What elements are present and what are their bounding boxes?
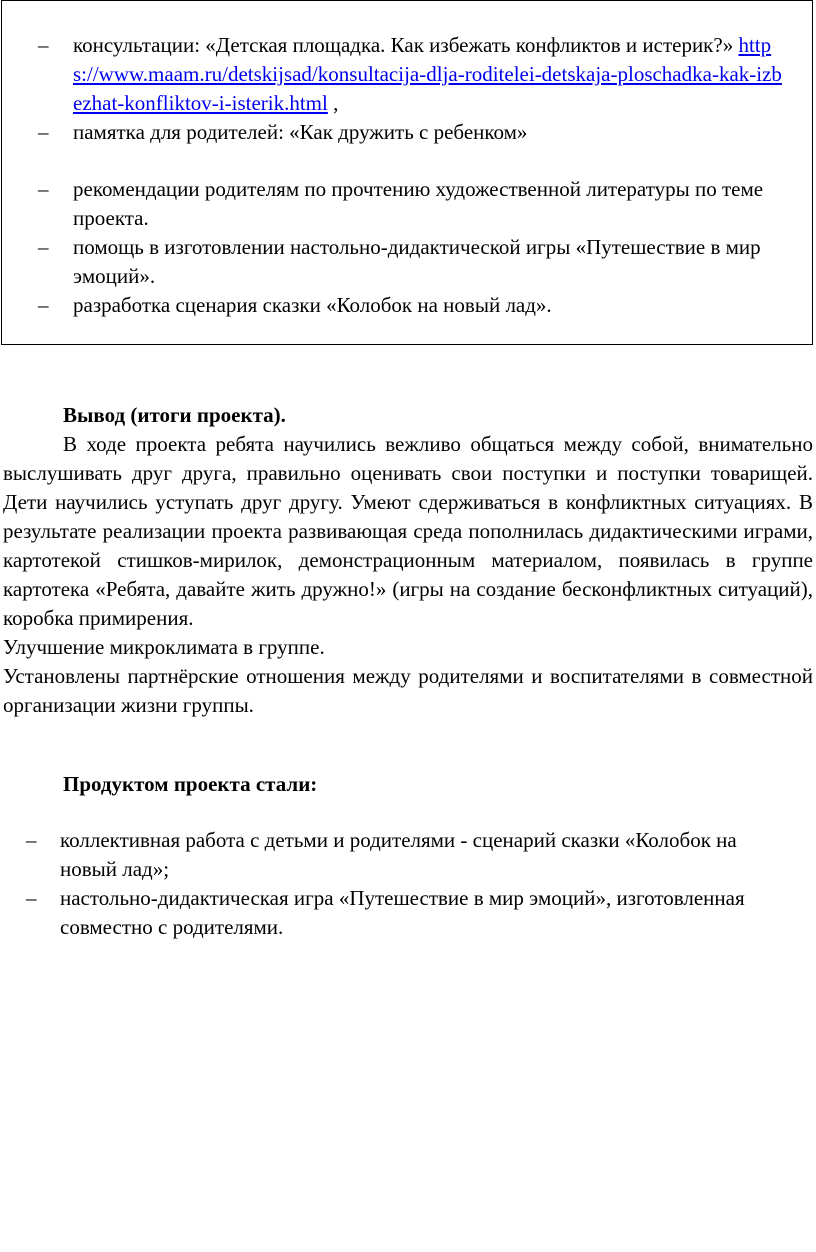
products-heading-wrap	[3, 770, 813, 799]
list-dash: –	[38, 293, 49, 317]
list-item-text: помощь в изготовлении настольно-дидактической игры «Путешествие в мир эмоций».	[73, 235, 761, 288]
consultation-link[interactable]: https://www.maam.ru/detskijsad/konsultacija-dlja-roditelei-detskaja-ploschadka-kak-izbezhat-konfliktov-i-isterik.html	[73, 33, 782, 115]
list-spacer	[2, 147, 802, 175]
list-dash: –	[38, 177, 49, 201]
conclusion-line-partnership: Установлены партнёрские отношения между родителями и воспитателями в совместной организации жизни группы.	[3, 664, 813, 717]
list-item-text: памятка для родителей: «Как дружить с ребенком»	[73, 120, 528, 144]
list-item-text: настольно-дидактическая игра «Путешествие в мир эмоций», изготовленная совместно с родителями.	[60, 886, 745, 939]
list-item-script	[2, 291, 802, 320]
list-item-memo	[2, 118, 802, 147]
conclusion-heading: Вывод (итоги проекта).	[63, 403, 286, 427]
products-list	[0, 826, 800, 942]
products-heading: Продуктом проекта стали:	[63, 772, 318, 796]
list-item-product-script	[0, 826, 800, 884]
list-item-game-help	[2, 233, 802, 291]
list-item-consultation	[2, 31, 802, 118]
list-dash: –	[38, 235, 49, 259]
activities-list	[2, 31, 802, 320]
conclusion-section	[3, 401, 813, 720]
list-item-text: разработка сценария сказки «Колобок на новый лад».	[73, 293, 552, 317]
conclusion-paragraph: В ходе проекта ребята научились вежливо общаться между собой, внимательно выслушивать друг друга, правильно оценивать свои поступки и поступки товарищей. Дети научились уступать друг другу. Умеют сдерживаться в конфликтных ситуациях. В результате реализации проекта развивающая среда пополнилась дидактическими играми, картотекой стишков-мирилок, демонстрационным материалом, появилась в группе картотека «Ребята, давайте жить дружно!» (игры на создание бесконфликтных ситуаций), коробка примирения.	[3, 432, 813, 630]
list-dash: –	[38, 33, 49, 57]
list-dash: –	[26, 828, 37, 852]
list-item-text: рекомендации родителям по прочтению художественной литературы по теме проекта.	[73, 177, 764, 230]
list-item-text: коллективная работа с детьми и родителями - сценарий сказки «Колобок на новый лад»;	[60, 828, 737, 881]
list-dash: –	[26, 886, 37, 910]
list-item-recommendations	[2, 175, 802, 233]
list-item-text: консультации: «Детская площадка. Как избежать конфликтов и истерик?»	[73, 33, 739, 57]
conclusion-line-microclimate: Улучшение микроклимата в группе.	[3, 635, 325, 659]
list-item-product-game	[0, 884, 800, 942]
list-item-tail: ,	[327, 91, 339, 115]
list-dash: –	[38, 120, 49, 144]
activities-box	[1, 0, 813, 345]
